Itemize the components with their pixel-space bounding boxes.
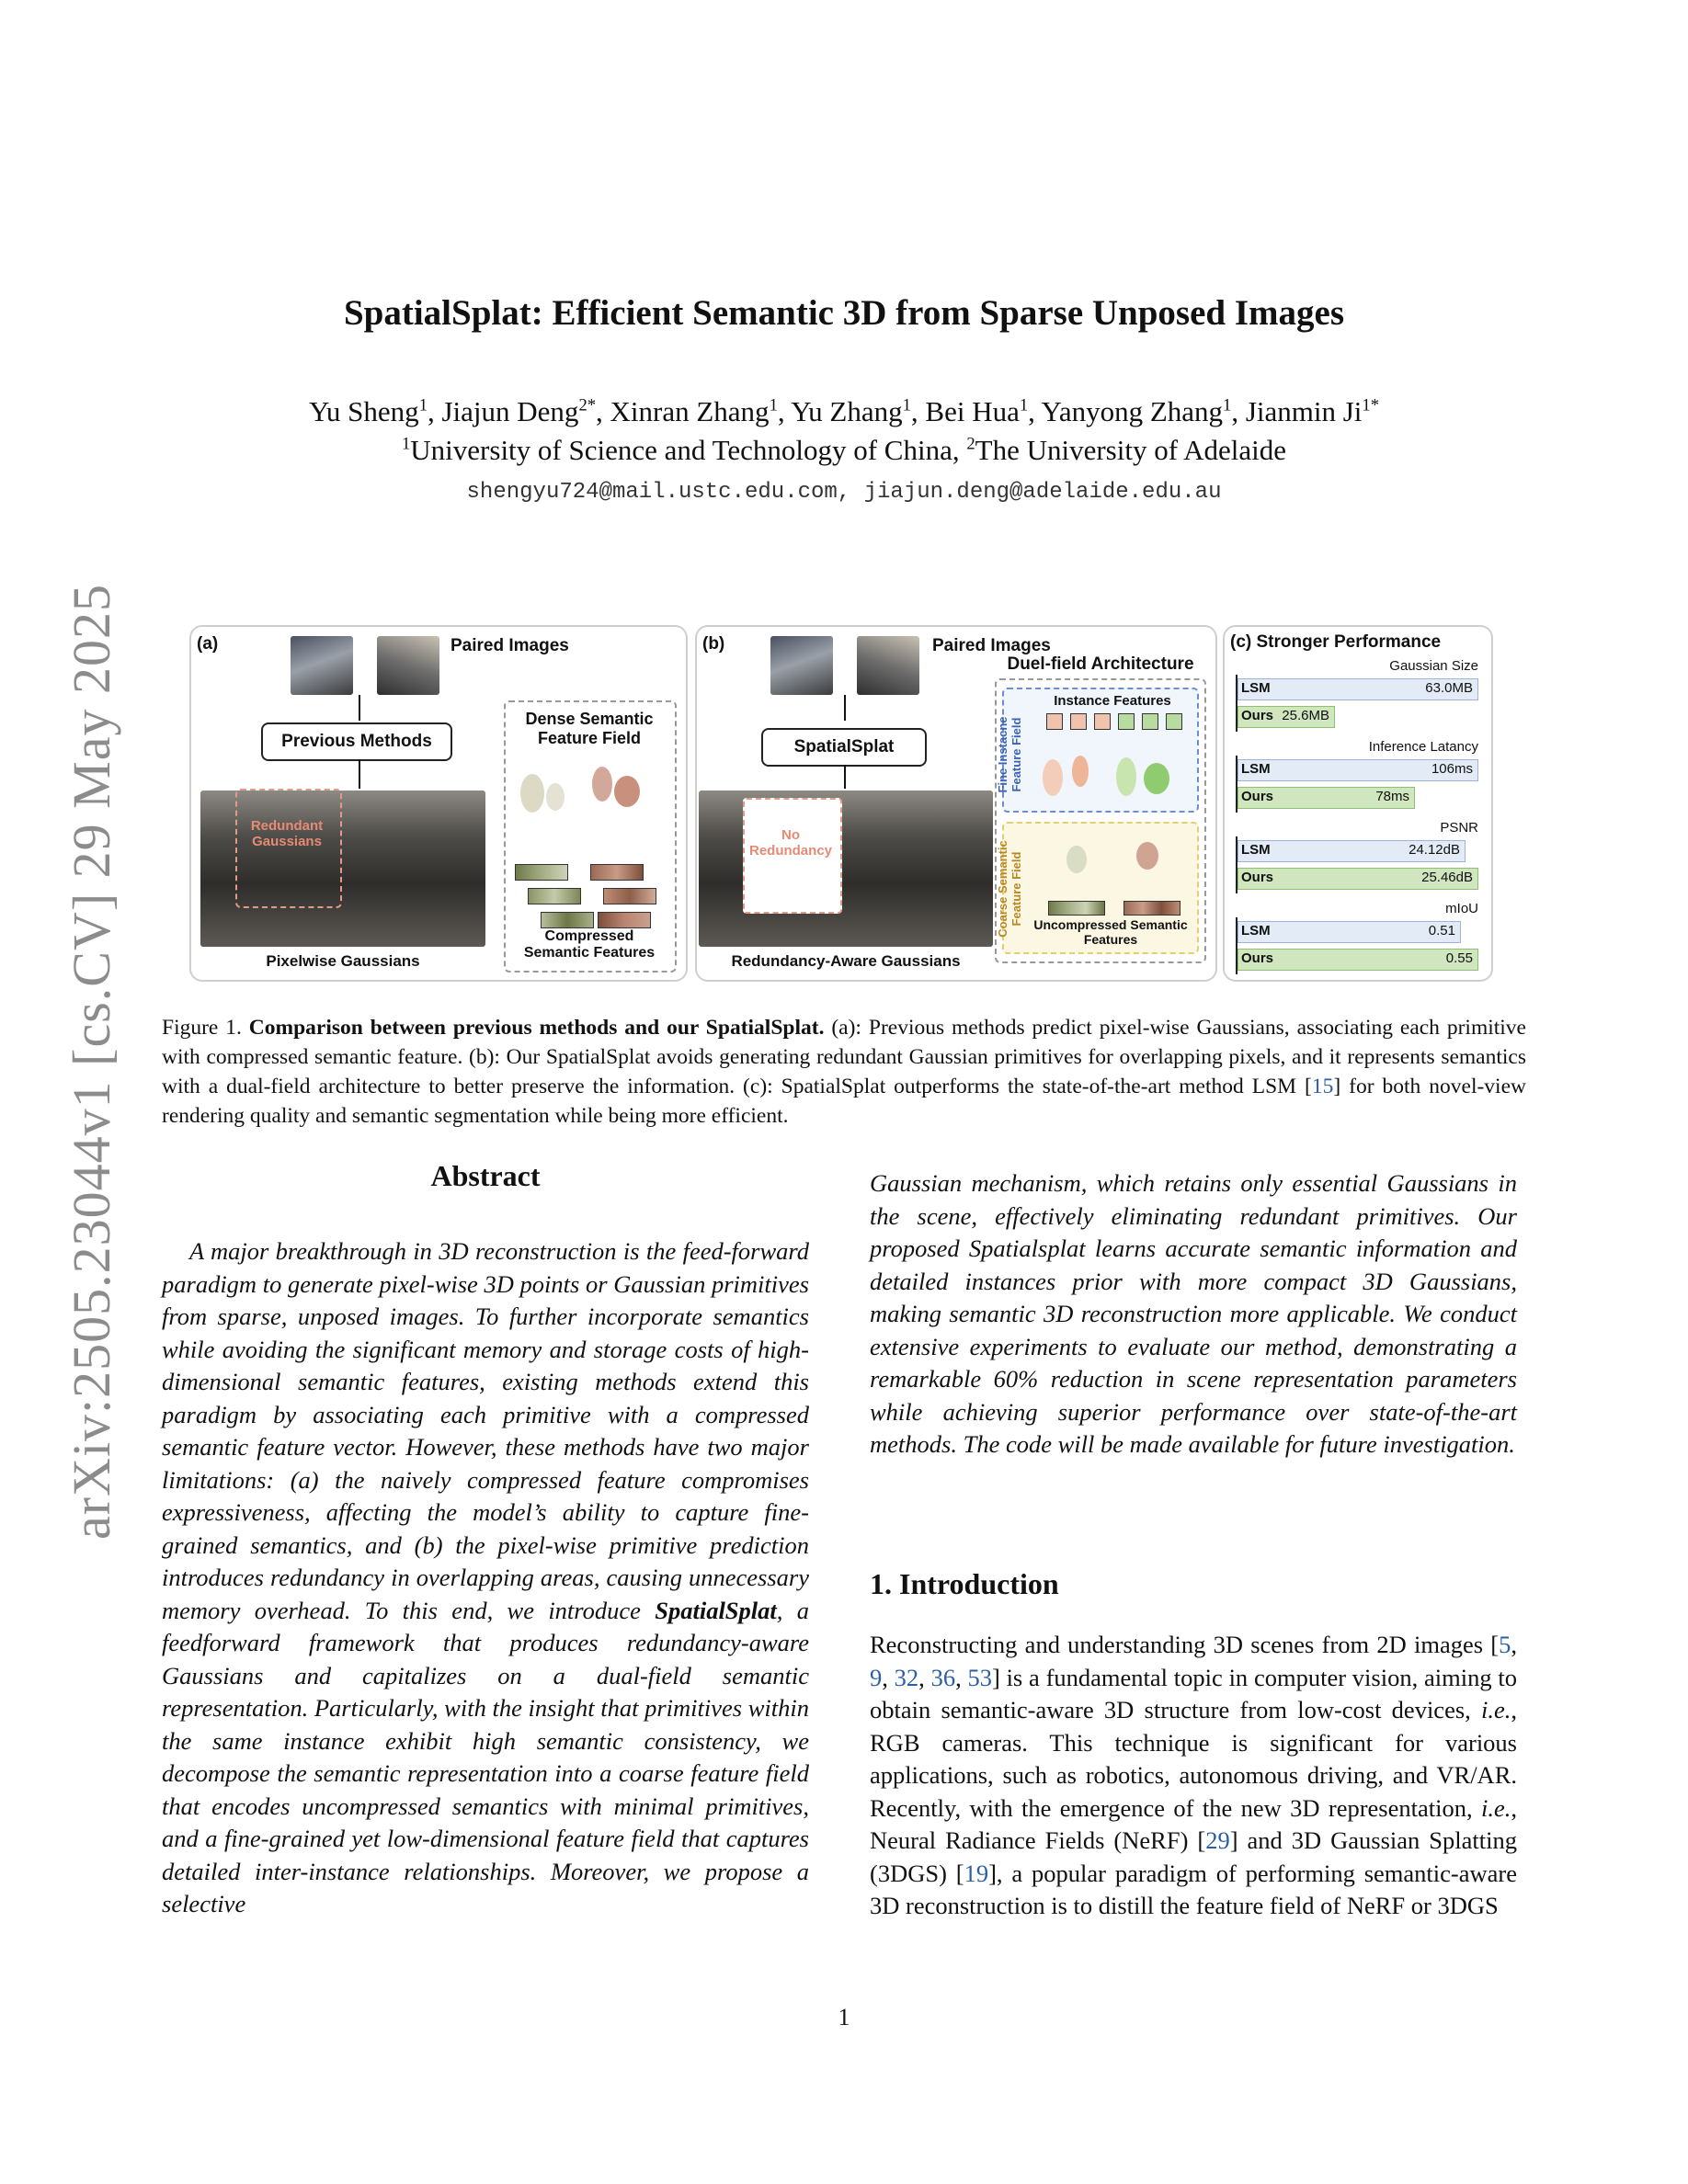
citation-link[interactable]: 53 xyxy=(967,1663,992,1691)
gaussian-ellipse xyxy=(1136,842,1158,870)
ours-value: 78ms xyxy=(1375,789,1409,804)
gaussian-ellipse xyxy=(1144,763,1169,794)
instance-feature-square xyxy=(1070,713,1087,730)
ours-label: Ours xyxy=(1241,950,1274,966)
abstract-continued: Gaussian mechanism, which retains only essential Gaussians in the scene, effectively eliminating redundant primitives. Our proposed Spatialsplat learns accurate semantic information and detailed instances prior with more compact 3D Gaussians, making semantic 3D reconstruction more applicable. We conduct extensive experiments to evaluate our method, demonstrating a remarkable 60% reduction in scene representation parameters while achieving superior performance over state-of-the-art methods. The code will be made available for future investigation. xyxy=(870,1169,1517,1458)
author: Yu Zhang xyxy=(791,395,903,427)
metric-name: Gaussian Size xyxy=(1389,658,1478,674)
paired-image-2 xyxy=(857,636,919,695)
intro-heading: 1. Introduction xyxy=(870,1567,1059,1600)
metric-name: Inference Latancy xyxy=(1368,739,1478,755)
gaussian-ellipse xyxy=(546,783,565,811)
panel-c-title: (c) Stronger Performance xyxy=(1230,632,1442,652)
instance-features-label: Instance Features xyxy=(1054,693,1171,709)
citation-link[interactable]: 36 xyxy=(930,1663,956,1691)
citation-link[interactable]: 32 xyxy=(894,1663,919,1691)
uncompressed-vector xyxy=(1123,901,1180,916)
uncompressed-features-label: Uncompressed Semantic Features xyxy=(1033,917,1188,947)
citation-link[interactable]: 5 xyxy=(1499,1631,1511,1658)
lsm-value: 0.51 xyxy=(1428,923,1455,938)
fine-field-label: Fine Instacne Feature Field xyxy=(996,716,1023,793)
gaussian-ellipse xyxy=(592,767,612,802)
gaussian-ellipse xyxy=(520,774,544,813)
instance-feature-square xyxy=(1166,713,1182,730)
paper-title: SpatialSplat: Efficient Semantic 3D from Sparse Unposed Images xyxy=(343,293,1345,333)
paired-image-2 xyxy=(377,636,439,695)
gaussian-ellipse xyxy=(1116,757,1136,796)
spatialsplat-box: SpatialSplat xyxy=(761,728,927,767)
ours-value: 25.46dB xyxy=(1421,870,1473,885)
author: Bei Hua xyxy=(925,395,1020,427)
metric-name: PSNR xyxy=(1440,820,1478,836)
instance-feature-square xyxy=(1046,713,1063,730)
feature-vector xyxy=(603,888,656,904)
feature-vector xyxy=(541,912,594,928)
author: Yu Sheng xyxy=(308,395,419,427)
pixelwise-gaussians-label: Pixelwise Gaussians xyxy=(266,952,420,970)
panel-a-tag: (a) xyxy=(197,634,219,654)
intro-body: Reconstructing and understanding 3D scenes from 2D images [5, 9, 32, 36, 53] is a fundamental topic in computer vision, aiming to obtain semantic-aware 3D structure from low-cost devices, i.e., RGB cameras. This technique is significant for various applications, such as robotics, autonomous driving, and VR/AR. Recently, with the emergence of the new 3D representation, i.e., Neural Radiance Fields (NeRF) [29] and 3D Gaussian Splatting (3DGS) [19], a popular paradigm of performing semantic-aware 3D reconstruction is to distill the feature field of NeRF or 3DGS xyxy=(870,1631,1517,1919)
author: Jiajun Deng xyxy=(441,395,579,427)
gaussian-ellipse xyxy=(1072,756,1089,787)
lsm-label: LSM xyxy=(1241,680,1271,696)
metric-name: mIoU xyxy=(1445,901,1478,916)
redundancy-aware-label: Redundancy-Aware Gaussians xyxy=(731,952,961,970)
ours-value: 0.55 xyxy=(1445,950,1473,966)
panel-b-tag: (b) xyxy=(702,634,725,654)
feature-vector xyxy=(590,864,644,881)
gaussian-ellipse xyxy=(1043,759,1063,796)
dense-semantic-field-label: Dense Semantic Feature Field xyxy=(525,710,654,747)
gaussian-ellipse xyxy=(1066,846,1087,873)
citation-link[interactable]: 19 xyxy=(964,1859,989,1887)
feature-vector xyxy=(515,864,568,881)
citation-link[interactable]: 9 xyxy=(870,1663,883,1691)
previous-methods-box: Previous Methods xyxy=(261,722,452,761)
arrow-down xyxy=(844,695,846,721)
instance-feature-square xyxy=(1118,713,1135,730)
paired-images-label: Paired Images xyxy=(451,636,569,655)
instance-feature-square xyxy=(1094,713,1111,730)
spatialsplat-name: SpatialSplat xyxy=(655,1596,777,1624)
arrow-down xyxy=(359,695,360,721)
feature-vector xyxy=(528,888,581,904)
ours-value: 25.6MB xyxy=(1282,708,1329,723)
ours-label: Ours xyxy=(1241,708,1274,723)
page-number: 1 xyxy=(838,2004,850,2030)
arrow-down xyxy=(359,759,360,789)
feature-vector xyxy=(598,912,651,928)
author: Yanyong Zhang xyxy=(1041,395,1224,427)
gaussian-ellipse xyxy=(614,776,640,807)
compressed-features-label: Compressed Semantic Features xyxy=(523,928,656,961)
dual-field-label: Duel-field Architecture xyxy=(1007,654,1194,674)
ours-label: Ours xyxy=(1241,789,1274,804)
citation-link[interactable]: 29 xyxy=(1205,1826,1230,1854)
lsm-value: 63.0MB xyxy=(1425,680,1473,696)
lsm-label: LSM xyxy=(1241,923,1271,938)
author: Jianmin Ji xyxy=(1245,395,1363,427)
lsm-value: 106ms xyxy=(1431,761,1473,777)
paired-image-1 xyxy=(770,636,833,695)
paired-images-label: Paired Images xyxy=(932,636,1051,655)
citation-link[interactable]: 15 xyxy=(1311,1075,1334,1098)
paired-image-1 xyxy=(291,636,353,695)
author-emails: shengyu724@mail.ustc.edu.com, jiajun.deng@adelaide.edu.au xyxy=(466,480,1222,505)
lsm-label: LSM xyxy=(1241,842,1271,858)
arrow-down xyxy=(844,765,846,789)
arxiv-identifier: arXiv:2505.23044v1 [cs.CV] 29 May 2025 xyxy=(62,583,121,1540)
abstract-heading: Abstract xyxy=(430,1159,541,1192)
author: Xinran Zhang xyxy=(610,395,770,427)
affiliations: $^1$University of Science and Technology of China, $^2$The University of Adelaide xyxy=(402,434,1286,466)
coarse-field-label: Coarse Semantic Feature Field xyxy=(996,840,1023,938)
redundant-gaussians-label: Redundant Gaussians xyxy=(250,818,324,849)
author-list: Yu Sheng$^1$, Jiajun Deng$^{2*}$, Xinran Zhang$^1$, Yu Zhang$^1$, Bei Hua$^1$, Yanyong Zhang$^1$, Jianmin $Ji^{1*}$ xyxy=(308,395,1380,427)
figure-caption: Figure 1. Comparison between previous methods and our SpatialSplat. (a): Previous methods predict pixel-wise Gaussians, associating each primitive with compressed semantic feature. (b): Our SpatialSplat avoids generating redundant Gaussian primitives for overlapping pixels, and it represents semantics with a dual-field architecture to better preserve the information. (c): SpatialSplat outperforms the state-of-the-art method LSM [15] for both novel-view rendering quality and semantic segmentation while being more efficient. xyxy=(162,1016,1526,1128)
instance-feature-square xyxy=(1142,713,1158,730)
lsm-value: 24.12dB xyxy=(1409,842,1460,858)
caption-bold: Comparison between previous methods and our SpatialSplat. xyxy=(248,1016,825,1040)
ours-label: Ours xyxy=(1241,870,1274,885)
no-redundancy-label: No Redundancy xyxy=(748,827,832,859)
lsm-label: LSM xyxy=(1241,761,1271,777)
abstract-body: A major breakthrough in 3D reconstruction is the feed-forward paradigm to generate pixel-wise 3D points or Gaussian primitives from sparse, unposed images. To further incorporate semantics while avoiding the significant memory and storage costs of high-dimensional semantic features, existing methods extend this paradigm by associating each primitive with a compressed semantic feature vector. However, these methods have two major limitations: (a) the naively compressed feature compromises expressiveness, affecting the model’s ability to capture fine-grained semantics, and (b) the pixel-wise primitive prediction introduces redundancy in overlapping areas, causing unnecessary memory overhead. To this end, we introduce SpatialSplat, a feedforward framework that produces redundancy-aware Gaussians and capitalizes on a dual-field semantic representation. Particularly, with the insight that primitives within the same instance exhibit high semantic consistency, we decompose the semantic representation into a coarse feature field that encodes uncompressed semantics with minimal primitives, and a fine-grained yet low-dimensional feature field that captures detailed inter-instance relationships. Moreover, we propose a selective xyxy=(162,1237,809,1917)
uncompressed-vector xyxy=(1048,901,1105,916)
